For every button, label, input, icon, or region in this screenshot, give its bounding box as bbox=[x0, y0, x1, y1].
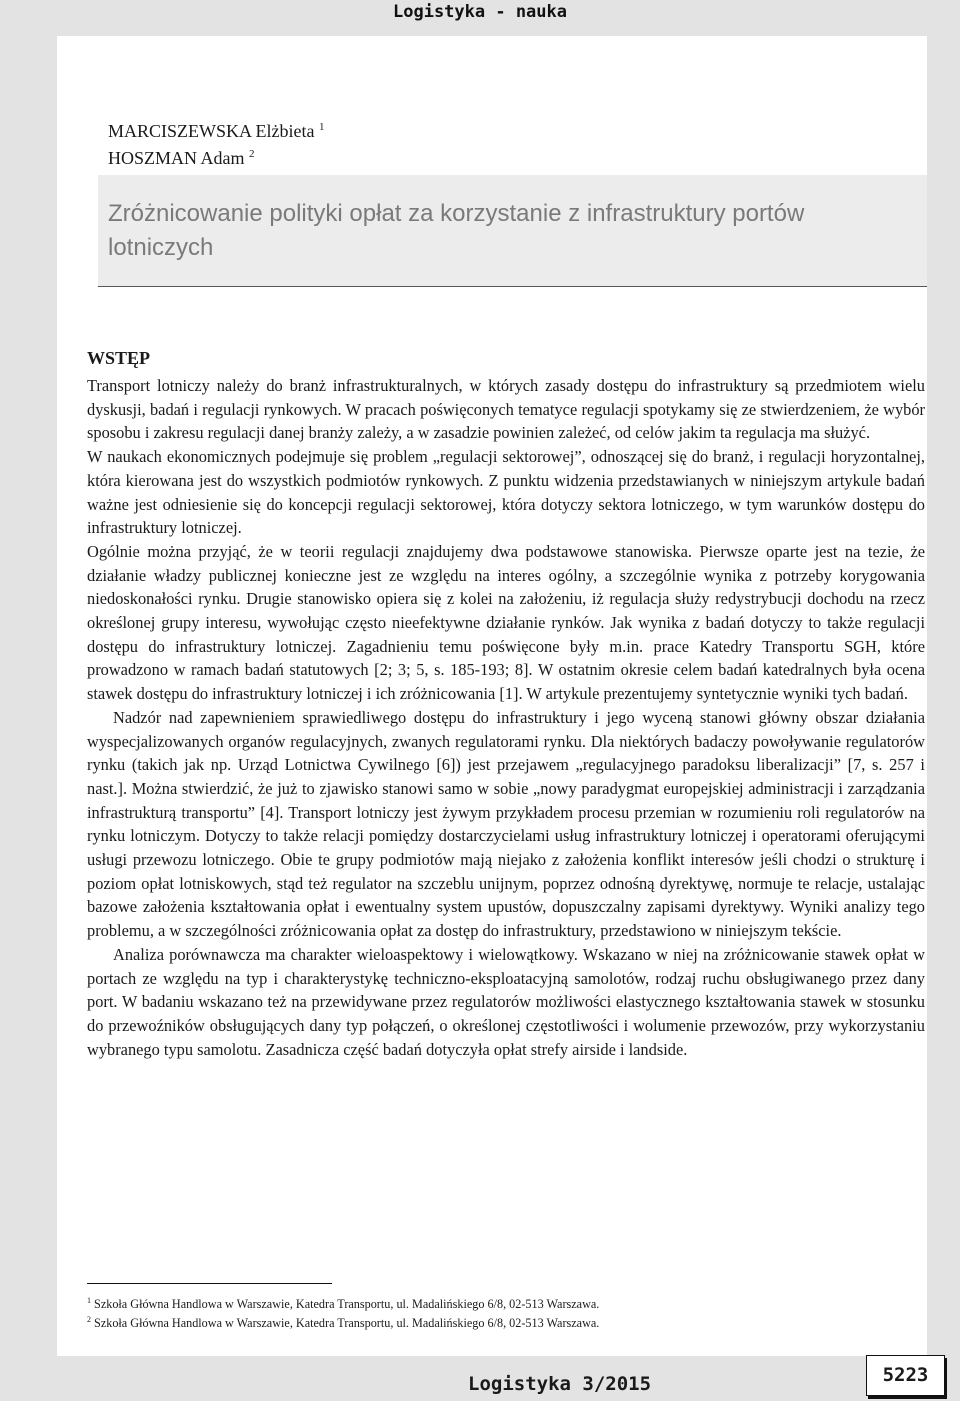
footnote-text: Szkoła Główna Handlowa w Warszawie, Katedra Transportu, ul. Madalińskiego 6/8, 02-513 Warszawa. bbox=[94, 1297, 600, 1312]
paragraph: Ogólnie można przyjąć, że w teorii regulacji znajdujemy dwa podstawowe stanowiska. Pierwsze oparte jest na tezie, że działanie władzy publicznej konieczne jest ze względu na interes ogólny, a szczególnie wynika z potrzeby korygowania niedoskonałości rynku. Drugie stanowisko opiera się z kolei na założeniu, iż regulacja służy redystrybucji dochodu na rzecz określonej grupy interesu, wywołując często nieefektywne działanie rynków. Jak wynika z badań dotyczy to także regulacji dostępu do infrastruktury lotniczej. Zagadnieniu temu poświęcone były m.in. prace Katedry Transportu SGH, które prowadzono w ramach badań statutowych [2; 3; 5, s. 185-193; 8]. W ostatnim okresie celem badań katedralnych była ocena stawek dostępu do infrastruktury lotniczej i ich zróżnicowania [1]. W artykule prezentujemy syntetycznie wyniki tych badań. bbox=[87, 541, 925, 704]
footnotes bbox=[87, 1293, 887, 1331]
paragraph: W naukach ekonomicznych podejmuje się problem „regulacji sektorowej”, odnoszącej się do branż, i regulacji horyzontalnej, która kierowana jest do wszystkich podmiotów rynkowych. Z punktu widzenia przedstawianych w niniejszym artykule badań ważne jest odniesienie się do koncepcji regulacji sektorowej, która dotyczy sektora lotniczego, w tym warunków dostępu do infrastruktury lotniczej. bbox=[87, 447, 925, 538]
running-header: Logistyka - nauka bbox=[393, 2, 567, 22]
section-heading: WSTĘP bbox=[87, 348, 151, 368]
author-list bbox=[108, 116, 324, 170]
footnote-ref: 2 bbox=[87, 1315, 91, 1325]
paragraph: Transport lotniczy należy do branż infrastrukturalnych, w których zasady dostępu do infrastruktury są przedmiotem wielu dyskusji, badań i regulacji rynkowych. W pracach poświęconych tematyce regulacji spotykamy się ze stwierdzeniem, że wybór sposobu i zakresu regulacji danej branży zależy, a w zasadzie powinien zależeć, od celów jakim ta regulacja ma służyć. bbox=[87, 376, 925, 443]
author-footnote-ref: 2 bbox=[249, 148, 255, 160]
author bbox=[108, 143, 324, 170]
author bbox=[108, 116, 324, 143]
author-footnote-ref: 1 bbox=[318, 121, 325, 133]
journal-name: Logistyka 3/2015 bbox=[468, 1373, 652, 1395]
footnote-ref: 1 bbox=[87, 1296, 91, 1305]
paragraph: Analiza porównawcza ma charakter wieloaspektowy i wielowątkowy. Wskazano w niej na zróżnicowanie stawek opłat w portach ze względu na typ i charakterystykę techniczno-eksploatacyjną samolotów, rodzaj ruchu obsługiwanego przez dany port. W badaniu wskazano też na przewidywane przez regulatorów możliwości elastycznego kształtowania stawek w stosunku do przewoźników obsługujących dany typ połączeń, o określonej częstotliwości i wolumenie przewozów, przy wykorzystaniu wybranego typu samolotu. Zasadnicza część badań dotyczyła opłat strefy airside i landside. bbox=[87, 944, 925, 1059]
title-divider bbox=[98, 286, 927, 287]
footnote-text: Szkoła Główna Handlowa w Warszawie, Katedra Transportu, ul. Madalińskiego 6/8, 02-513 Warszawa. bbox=[94, 1316, 600, 1331]
author-name: HOSZMAN Adam bbox=[108, 148, 245, 168]
paragraph: Nadzór nad zapewnieniem sprawiedliwego dostępu do infrastruktury i jego wyceną stanowi główny obszar działania wyspecjalizowanych organów regulacyjnych, zwanych regulatorami rynku. Dla niektórych badaczy powoływanie regulatorów rynku (takich jak np. Urząd Lotnictwa Cywilnego [6]) jest przejawem „regulacyjnego paradoksu liberalizacji” [7, s. 257 i nast.]. Można stwierdzić, że już to zjawisko stanowi samo w sobie „nowy paradygmat europejskiej administracji i zarządzania infrastrukturą transportu” [4]. Transport lotniczy jest żywym przykładem procesu przemian w rozumieniu roli regulatorów na rynku lotniczym. Dotyczy to także relacji pomiędzy dostarczycielami usług infrastruktury lotniczej i operatorami oferującymi usługi przewozu lotniczego. Obie te grupy podmiotów mają niejako z założenia konflikt interesów jeśli chodzi o strukturę i poziom opłat lotniskowych, stąd też regulator na szczeblu unijnym, poprzez odnośną dyrektywę, normuje te relacje, ustalając bazowe założenia kształtowania opłat i ewentualny system upustów, dopuszczalny zapisami dyrektywy. Wyniki analizy tego problemu, a w szczególności zróżnicowania opłat za dostęp do infrastruktury, przedstawiono w niniejszym tekście. bbox=[87, 707, 925, 941]
author-name: MARCISZEWSKA Elżbieta bbox=[108, 121, 315, 141]
page-number: 5223 bbox=[866, 1355, 945, 1396]
footnote bbox=[87, 1293, 887, 1312]
footnote-divider bbox=[87, 1283, 332, 1284]
footnote bbox=[87, 1312, 887, 1331]
article-title: Zróżnicowanie polityki opłat za korzystanie z infrastruktury portów lotniczych bbox=[108, 200, 805, 261]
article-body bbox=[87, 374, 925, 1061]
